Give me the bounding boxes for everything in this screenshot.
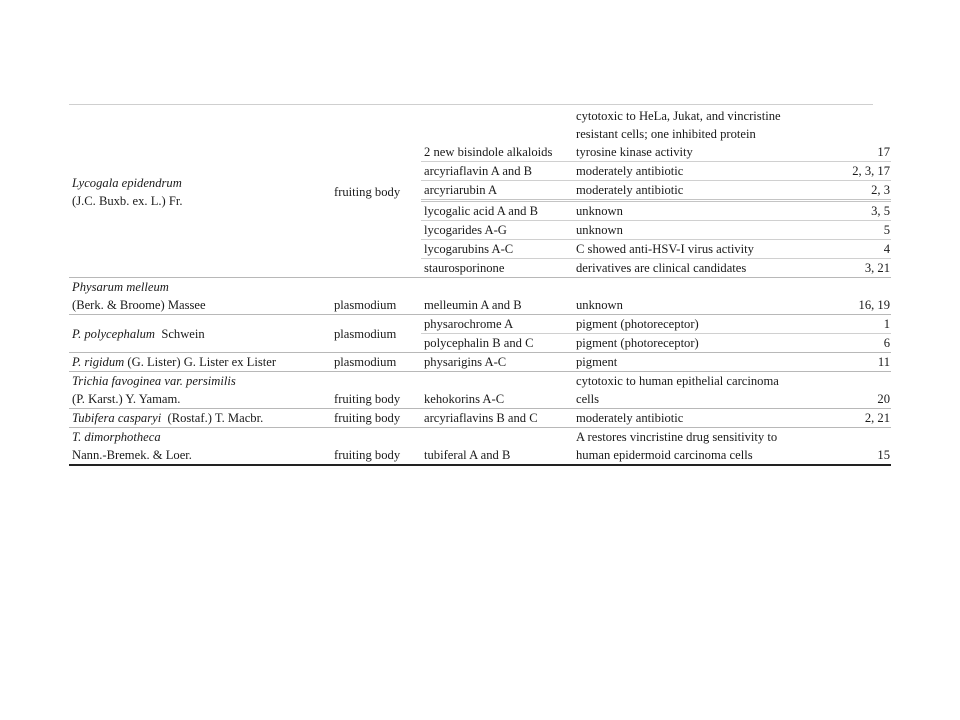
activity-cell: moderately antibiotic <box>573 162 839 181</box>
refs-cell: 2, 3 <box>839 181 891 201</box>
compound-cell: lycogarides A-G <box>421 221 573 240</box>
compound-cell: lycogarubins A-C <box>421 240 573 259</box>
species-author: (G. Lister) G. Lister ex Lister <box>127 355 277 369</box>
activity-cell: pigment (photoreceptor) <box>573 315 839 334</box>
species-cell <box>69 278 331 315</box>
refs-cell: 3, 21 <box>839 259 891 278</box>
activity-cell: cytotoxic to HeLa, Jukat, and vincristine resistant cells; one inhibited protein tyrosine kinase activity <box>576 109 781 159</box>
activity-cell: derivatives are clinical candidates <box>573 259 839 278</box>
activity-cell: moderately antibiotic <box>573 181 839 201</box>
source-cell: fruiting body <box>331 409 421 428</box>
compound-cell: staurosporinone <box>421 259 573 278</box>
refs-cell: 5 <box>839 221 891 240</box>
activity-cell: unknown <box>573 278 839 315</box>
compound-cell: physarigins A-C <box>421 353 573 372</box>
activity-cell: pigment (photoreceptor) <box>573 334 839 353</box>
source-cell: fruiting body <box>334 185 401 199</box>
source-cell: plasmodium <box>331 278 421 315</box>
table-row <box>69 353 891 372</box>
myxomycete-compounds-table <box>69 107 891 466</box>
species-cell <box>69 315 331 353</box>
refs-cell: 4 <box>839 240 891 259</box>
source-cell: fruiting body <box>331 372 421 409</box>
table-top-rule <box>69 104 873 105</box>
species-author: (J.C. Buxb. ex. L.) Fr. <box>72 194 183 208</box>
refs-cell: 3, 5 <box>839 201 891 221</box>
species-cell <box>69 353 331 372</box>
refs-cell: 1 <box>839 315 891 334</box>
compound-cell: 2 new bisindole alkaloids <box>424 145 553 159</box>
refs-cell: 17 <box>877 145 890 159</box>
species-name: P. polycephalum <box>72 326 156 341</box>
refs-cell: 2, 3, 17 <box>839 162 891 181</box>
compound-cell: arcyriarubin A <box>421 181 573 201</box>
compound-cell: lycogalic acid A and B <box>421 201 573 221</box>
compound-cell: arcyriaflavins B and C <box>421 409 573 428</box>
source-cell: fruiting body <box>331 428 421 466</box>
species-author: (P. Karst.) Y. Yamam. <box>72 392 181 406</box>
activity-cell: C showed anti-HSV-I virus activity <box>573 240 839 259</box>
refs-cell: 20 <box>839 372 891 409</box>
compound-cell: polycephalin B and C <box>421 334 573 353</box>
species-name: P. rigidum <box>72 355 125 369</box>
activity-cell: unknown <box>573 201 839 221</box>
table-row <box>69 428 891 466</box>
species-author: Nann.-Bremek. & Loer. <box>72 448 192 462</box>
compound-cell: physarochrome A <box>421 315 573 334</box>
compound-cell: melleumin A and B <box>421 278 573 315</box>
activity-cell: cytotoxic to human epithelial carcinoma cells <box>573 372 839 409</box>
table-row <box>69 409 891 428</box>
species-author: Schwein <box>161 326 205 341</box>
refs-cell: 16, 19 <box>839 278 891 315</box>
species-name: Trichia favoginea var. persimilis <box>72 374 236 388</box>
table-row <box>69 107 891 162</box>
source-cell: plasmodium <box>331 315 421 353</box>
activity-cell: unknown <box>573 221 839 240</box>
activity-cell: pigment <box>573 353 839 372</box>
species-name: T. dimorphotheca <box>72 430 161 444</box>
compound-cell: kehokorins A-C <box>421 372 573 409</box>
compound-cell: arcyriaflavin A and B <box>421 162 573 181</box>
compound-cell: tubiferal A and B <box>421 428 573 466</box>
compound-table-sheet <box>69 104 890 466</box>
species-author: (Berk. & Broome) Massee <box>72 298 206 312</box>
activity-cell: moderately antibiotic <box>573 409 839 428</box>
table-row <box>69 372 891 409</box>
species-author: (Rostaf.) T. Macbr. <box>167 411 264 425</box>
refs-cell: 6 <box>839 334 891 353</box>
species-cell <box>69 107 331 278</box>
species-cell <box>69 372 331 409</box>
species-name: Physarum melleum <box>72 280 169 294</box>
activity-cell: A restores vincristine drug sensitivity to human epidermoid carcinoma cells <box>573 428 839 466</box>
refs-cell: 2, 21 <box>839 409 891 428</box>
table-row <box>69 278 891 315</box>
source-cell: plasmodium <box>331 353 421 372</box>
species-cell <box>69 428 331 466</box>
table-row <box>69 315 891 334</box>
refs-cell: 15 <box>839 428 891 466</box>
species-name: Tubifera casparyi <box>72 411 162 425</box>
refs-cell: 11 <box>839 353 891 372</box>
species-name: Lycogala epidendrum <box>72 176 182 190</box>
species-cell <box>69 409 331 428</box>
